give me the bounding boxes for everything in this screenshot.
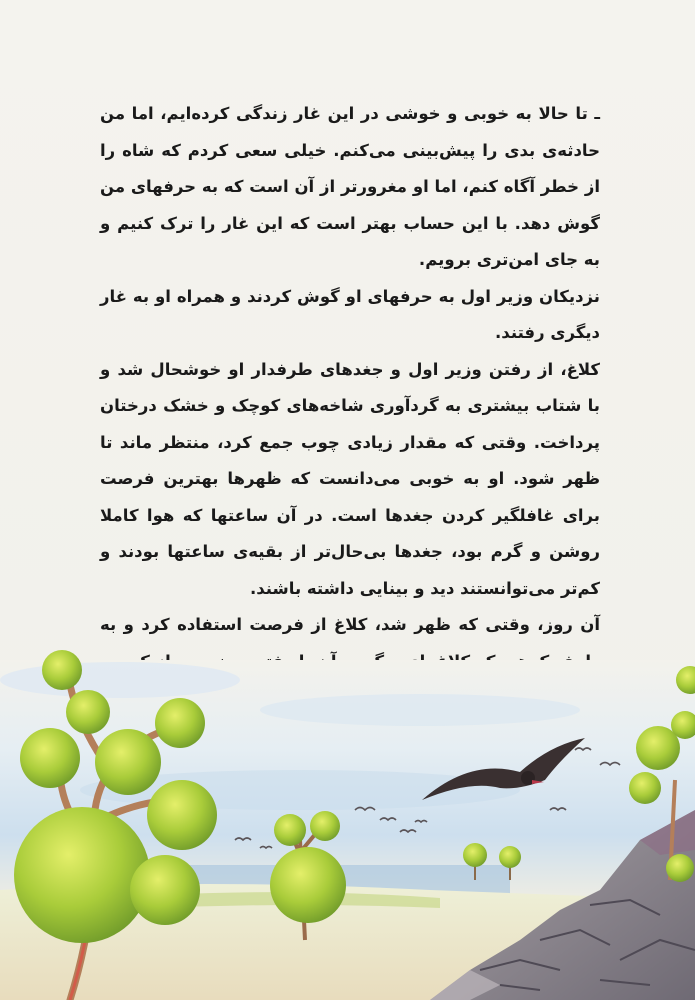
cloud	[260, 694, 580, 726]
cloud	[0, 662, 240, 698]
paragraph-1: ـ تا حالا به خوبی و خوشی در این غار زندگی کرده‌ایم، اما من حادثه‌ی بدی را پیش‌بینی می‌کنم. خیلی سعی کردم که شاه را از خطر آگاه کنم، اما او مغرورتر از آن است که به حرفهای من گوش دهد. با این حساب بهتر است که این غار را ترک کنیم و به جای امن‌تری برویم.	[100, 104, 600, 269]
landscape-illustration	[0, 640, 695, 1000]
paragraph-4: آن روز، وقتی که ظهر شد، کلاغ از فرصت استفاده کرد و به	[100, 615, 600, 634]
paragraph-3: کلاغ، از رفتن وزیر اول و جغدهای طرفدار او خوشحال شد و با شتاب بیشتری به گردآوری شاخه‌های کوچک و خشک درختان پرداخت. وقتی که مقدار زیادی چوب جمع کرد، منتظر ماند تا ظهر شود. او به خوبی می‌دانست که ظهرها بهترین فرصت برای غافلگیر کردن جغدها است. در آن ساعتها که هوا کاملا روشن و گرم بود، جغدها بی‌حال‌تر از بقیه‌ی ساعتها بودند و کم‌تر می‌توانستند دید و بینایی داشته باشند.	[100, 359, 600, 598]
paragraph-2: نزدیکان وزیر اول به حرفهای او گوش کردند و همراه او به غار دیگری رفتند.	[100, 286, 600, 342]
story-text	[100, 96, 600, 717]
